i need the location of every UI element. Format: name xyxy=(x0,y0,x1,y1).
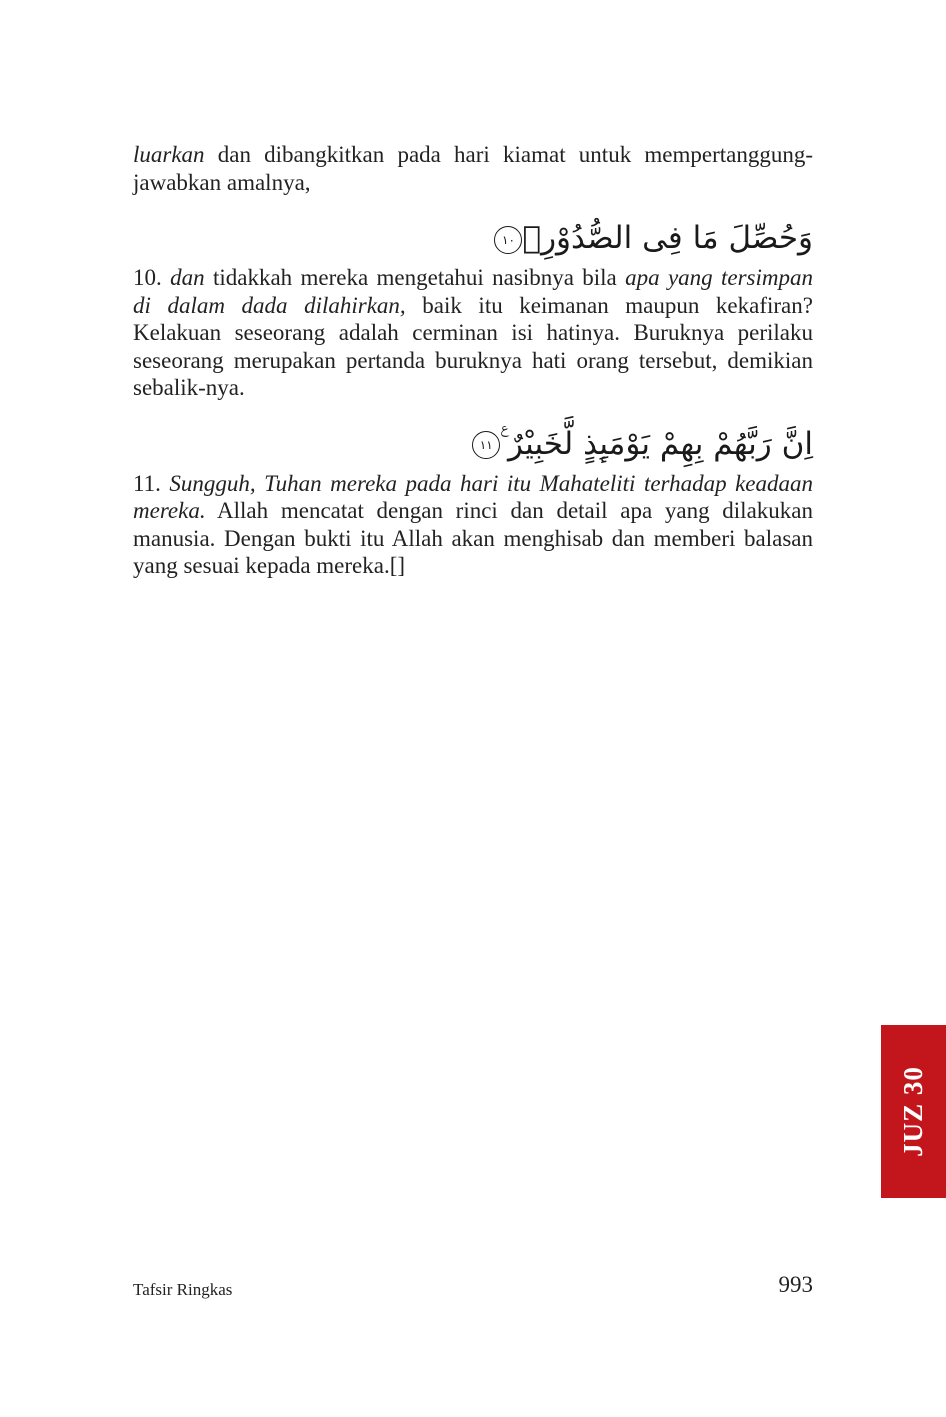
italic-translation: apa yang tersimpan di dalam dada dilahirkan, xyxy=(133,265,814,318)
arabic-verse-11 xyxy=(133,424,813,464)
juz-tab xyxy=(881,1025,946,1198)
page-content xyxy=(133,141,813,580)
juz-label: JUZ 30 xyxy=(898,1066,929,1157)
paragraph-continuation xyxy=(133,141,813,196)
verse-number: 11. xyxy=(133,470,170,496)
italic-translation: dan xyxy=(170,265,205,290)
paragraph-text: baik itu keimanan maupun kekafiran? Kelakuan seseorang adalah cerminan isi hatinya. Buruknya perilaku seseorang merupakan pertanda buruknya hati orang tersebut, demikian sebalik-nya. xyxy=(133,292,813,400)
verse-number-marker: ١٠ xyxy=(494,226,522,254)
arabic-verse-text: اِنَّ رَبَّهُمْ بِهِمْ يَوْمَىِٕذٍ لَّخَبِيْرٌ ࣖ xyxy=(500,425,813,462)
footer-page-number: 993 xyxy=(778,1272,813,1297)
arabic-verse-text: وَحُصِّلَ مَا فِى الصُّدُوْرِۙ xyxy=(522,220,813,256)
paragraph-verse-11 xyxy=(133,470,813,580)
paragraph-text: dan dibangkitkan pada hari kiamat untuk mempertanggung-jawabkan amalnya, xyxy=(133,142,813,195)
paragraph-verse-10 xyxy=(133,264,813,402)
verse-number-marker: ١١ xyxy=(472,431,500,459)
italic-word: luarkan xyxy=(133,142,205,167)
footer-book-title: Tafsir Ringkas xyxy=(133,1280,233,1299)
paragraph-text: tidakkah mereka mengetahui nasibnya bila xyxy=(204,265,626,290)
italic-translation: Sungguh, Tuhan mereka pada hari itu Mahateliti terhadap keadaan mereka. xyxy=(133,470,813,523)
arabic-verse-10 xyxy=(133,218,813,258)
paragraph-text: Allah mencatat dengan rinci dan detail apa yang dilakukan manusia. Dengan bukti itu Allah akan menghisab dan memberi balasan yang sesuai kepada mereka.[] xyxy=(133,498,813,578)
verse-number: 10. xyxy=(133,265,171,290)
